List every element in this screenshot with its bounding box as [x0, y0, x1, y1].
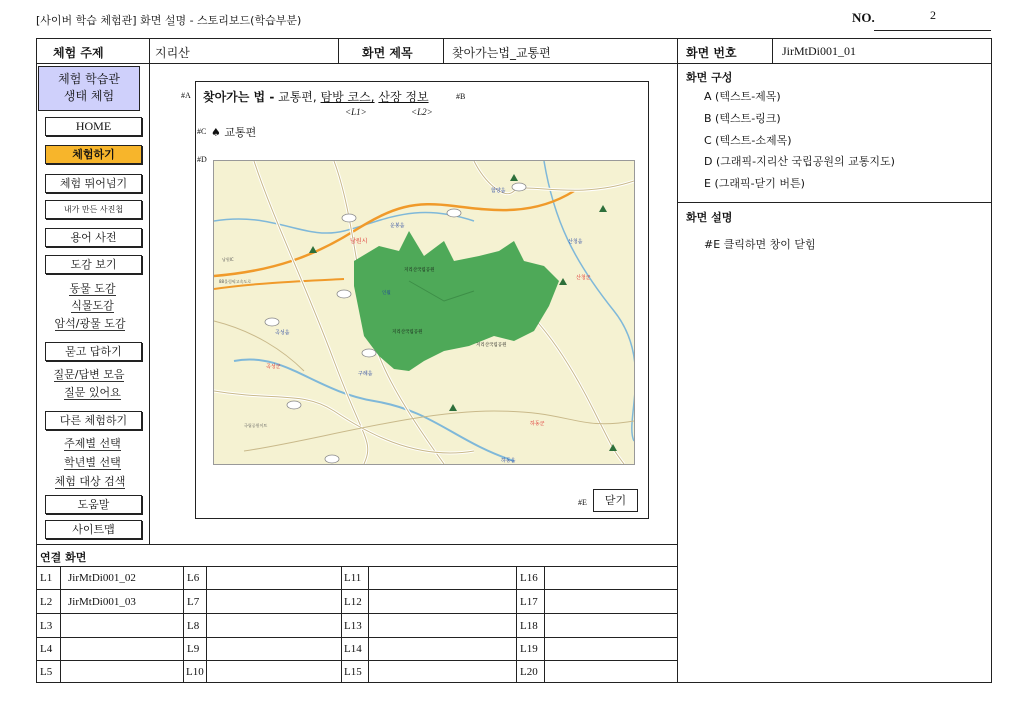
map-label-gokseong: 곡성읍	[275, 330, 290, 336]
map-label-expressway: 88올림픽고속도로	[219, 279, 252, 284]
sidebar-item-skip[interactable]: 체험 뛰어넘기	[45, 174, 142, 193]
link-id: L8	[187, 620, 200, 632]
map-label-hadong: 하동군	[530, 421, 545, 427]
page-number-value: 2	[930, 8, 936, 22]
link-id: L20	[520, 666, 538, 678]
link-target: JirMtDi001_03	[68, 596, 136, 608]
link-id: L15	[344, 666, 362, 678]
sidebar-item-by-theme[interactable]: 주제별 선택	[64, 437, 121, 450]
map-label-unbong: 운봉읍	[390, 223, 405, 229]
sidebar-item-other-experience[interactable]: 다른 체험하기	[45, 411, 142, 430]
sidebar-item-album[interactable]: 내가 만든 사진첩	[45, 200, 142, 219]
page-number-line	[874, 30, 991, 31]
sidebar-item-help[interactable]: 도움말	[45, 495, 142, 514]
link-target: JirMtDi001_02	[68, 572, 136, 584]
sidebar-header: 체험 학습관 생태 체험	[38, 66, 140, 111]
description-text: #E 클릭하면 창이 닫힘	[704, 238, 816, 251]
map-label-hwagae: 국립공원이트	[244, 423, 268, 428]
link-id: L12	[344, 596, 362, 608]
link-id: L14	[344, 643, 362, 655]
tag-c: #C	[197, 127, 207, 136]
screen-no-value: JirMtDi001_01	[782, 44, 857, 58]
link-lodge-info[interactable]: 산장 정보	[378, 90, 429, 104]
sidebar-item-search-target[interactable]: 체험 대상 검색	[54, 475, 126, 488]
theme-label: 체험 주제	[53, 46, 104, 60]
map-label-gokseong-gun: 곡성군	[266, 364, 281, 370]
document-title: [사이버 학습 체험관] 화면 설명 - 스토리보드(학습부분)	[36, 14, 302, 27]
link-id: L3	[40, 620, 53, 632]
link-id: L9	[187, 643, 200, 655]
link-transport[interactable]: 교통편,	[278, 90, 317, 104]
sidebar-item-rock-guide[interactable]: 암석/광물 도감	[54, 317, 126, 330]
screen-no-label: 화면 번호	[686, 46, 737, 60]
screen-title-label: 화면 제목	[362, 46, 413, 60]
map-label-namwon: 남원시	[350, 238, 368, 245]
sidebar-item-field-guide[interactable]: 도감 보기	[45, 255, 142, 274]
jirisan-transport-map	[213, 160, 635, 465]
sidebar-item-ask-question[interactable]: 질문 있어요	[64, 386, 121, 399]
sidebar-item-experience[interactable]: 체험하기	[45, 145, 142, 164]
sidebar-item-qna-collection[interactable]: 질문/답변 모음	[53, 368, 125, 381]
composition-item-a: A (텍스트-제목)	[704, 90, 781, 103]
tag-a: #A	[181, 91, 191, 100]
theme-value: 지리산	[155, 46, 190, 60]
composition-item-c: C (텍스트-소제목)	[704, 134, 792, 147]
page-number-label: NO.	[852, 10, 875, 25]
composition-item-e: E (그래픽-닫기 버튼)	[704, 177, 805, 190]
description-title: 화면 설명	[686, 211, 733, 224]
map-label-sancheong-gun: 산청군	[576, 275, 591, 281]
title-text: 찾아가는 법 -	[203, 90, 275, 104]
composition-title: 화면 구성	[686, 71, 733, 84]
map-label-park-2: 지리산국립공원	[392, 330, 423, 335]
sidebar-item-plant-guide[interactable]: 식물도감	[71, 299, 114, 312]
map-label-sancheong: 산청읍	[568, 239, 583, 245]
map-label-gurye: 구례읍	[358, 371, 373, 377]
content-subtitle: ♠ 교통편	[211, 126, 257, 139]
link-id: L1	[40, 572, 53, 584]
link-id: L19	[520, 643, 538, 655]
sidebar-item-qna[interactable]: 묻고 답하기	[45, 342, 142, 361]
map-label-inwol: 인월	[382, 291, 391, 296]
composition-item-d: D (그래픽-지리산 국립공원의 교통지도)	[704, 155, 895, 168]
link-id: L2	[40, 596, 53, 608]
sidebar-item-dictionary[interactable]: 용어 사전	[45, 228, 142, 247]
sidebar-item-home[interactable]: HOME	[45, 117, 142, 136]
link-marker-l2: <L2>	[411, 107, 433, 117]
map-label-park-1: 지리산국립공원	[404, 268, 435, 273]
tag-b: #B	[456, 92, 466, 101]
sidebar-item-animal-guide[interactable]: 동물 도감	[69, 282, 116, 295]
map-label-namwon-ic: 남원IC	[222, 257, 234, 262]
sidebar-item-by-grade[interactable]: 학년별 선택	[64, 456, 121, 469]
link-id: L5	[40, 666, 53, 678]
link-id: L16	[520, 572, 538, 584]
link-id: L13	[344, 620, 362, 632]
link-trail-course[interactable]: 탐방 코스,	[320, 90, 375, 104]
tag-d: #D	[197, 155, 207, 164]
map-label-hadong-eup: 하동읍	[501, 458, 516, 464]
link-marker-l1: <L1>	[345, 107, 367, 117]
content-title	[203, 88, 429, 105]
tag-e: #E	[578, 498, 587, 507]
composition-item-b: B (텍스트-링크)	[704, 112, 781, 125]
link-id: L18	[520, 620, 538, 632]
sidebar-item-sitemap[interactable]: 사이트맵	[45, 520, 142, 539]
links-title: 연결 화면	[40, 551, 87, 564]
map-label-hamyang: 함양읍	[491, 188, 506, 194]
screen-title-value: 찾아가는법_교통편	[452, 46, 551, 60]
link-id: L11	[344, 572, 362, 584]
link-id: L17	[520, 596, 538, 608]
link-id: L7	[187, 596, 200, 608]
map-label-park-3: 지리산국립공원	[476, 343, 507, 348]
close-button[interactable]: 닫기	[593, 489, 638, 512]
link-id: L6	[187, 572, 200, 584]
link-id: L10	[186, 666, 204, 678]
link-id: L4	[40, 643, 53, 655]
